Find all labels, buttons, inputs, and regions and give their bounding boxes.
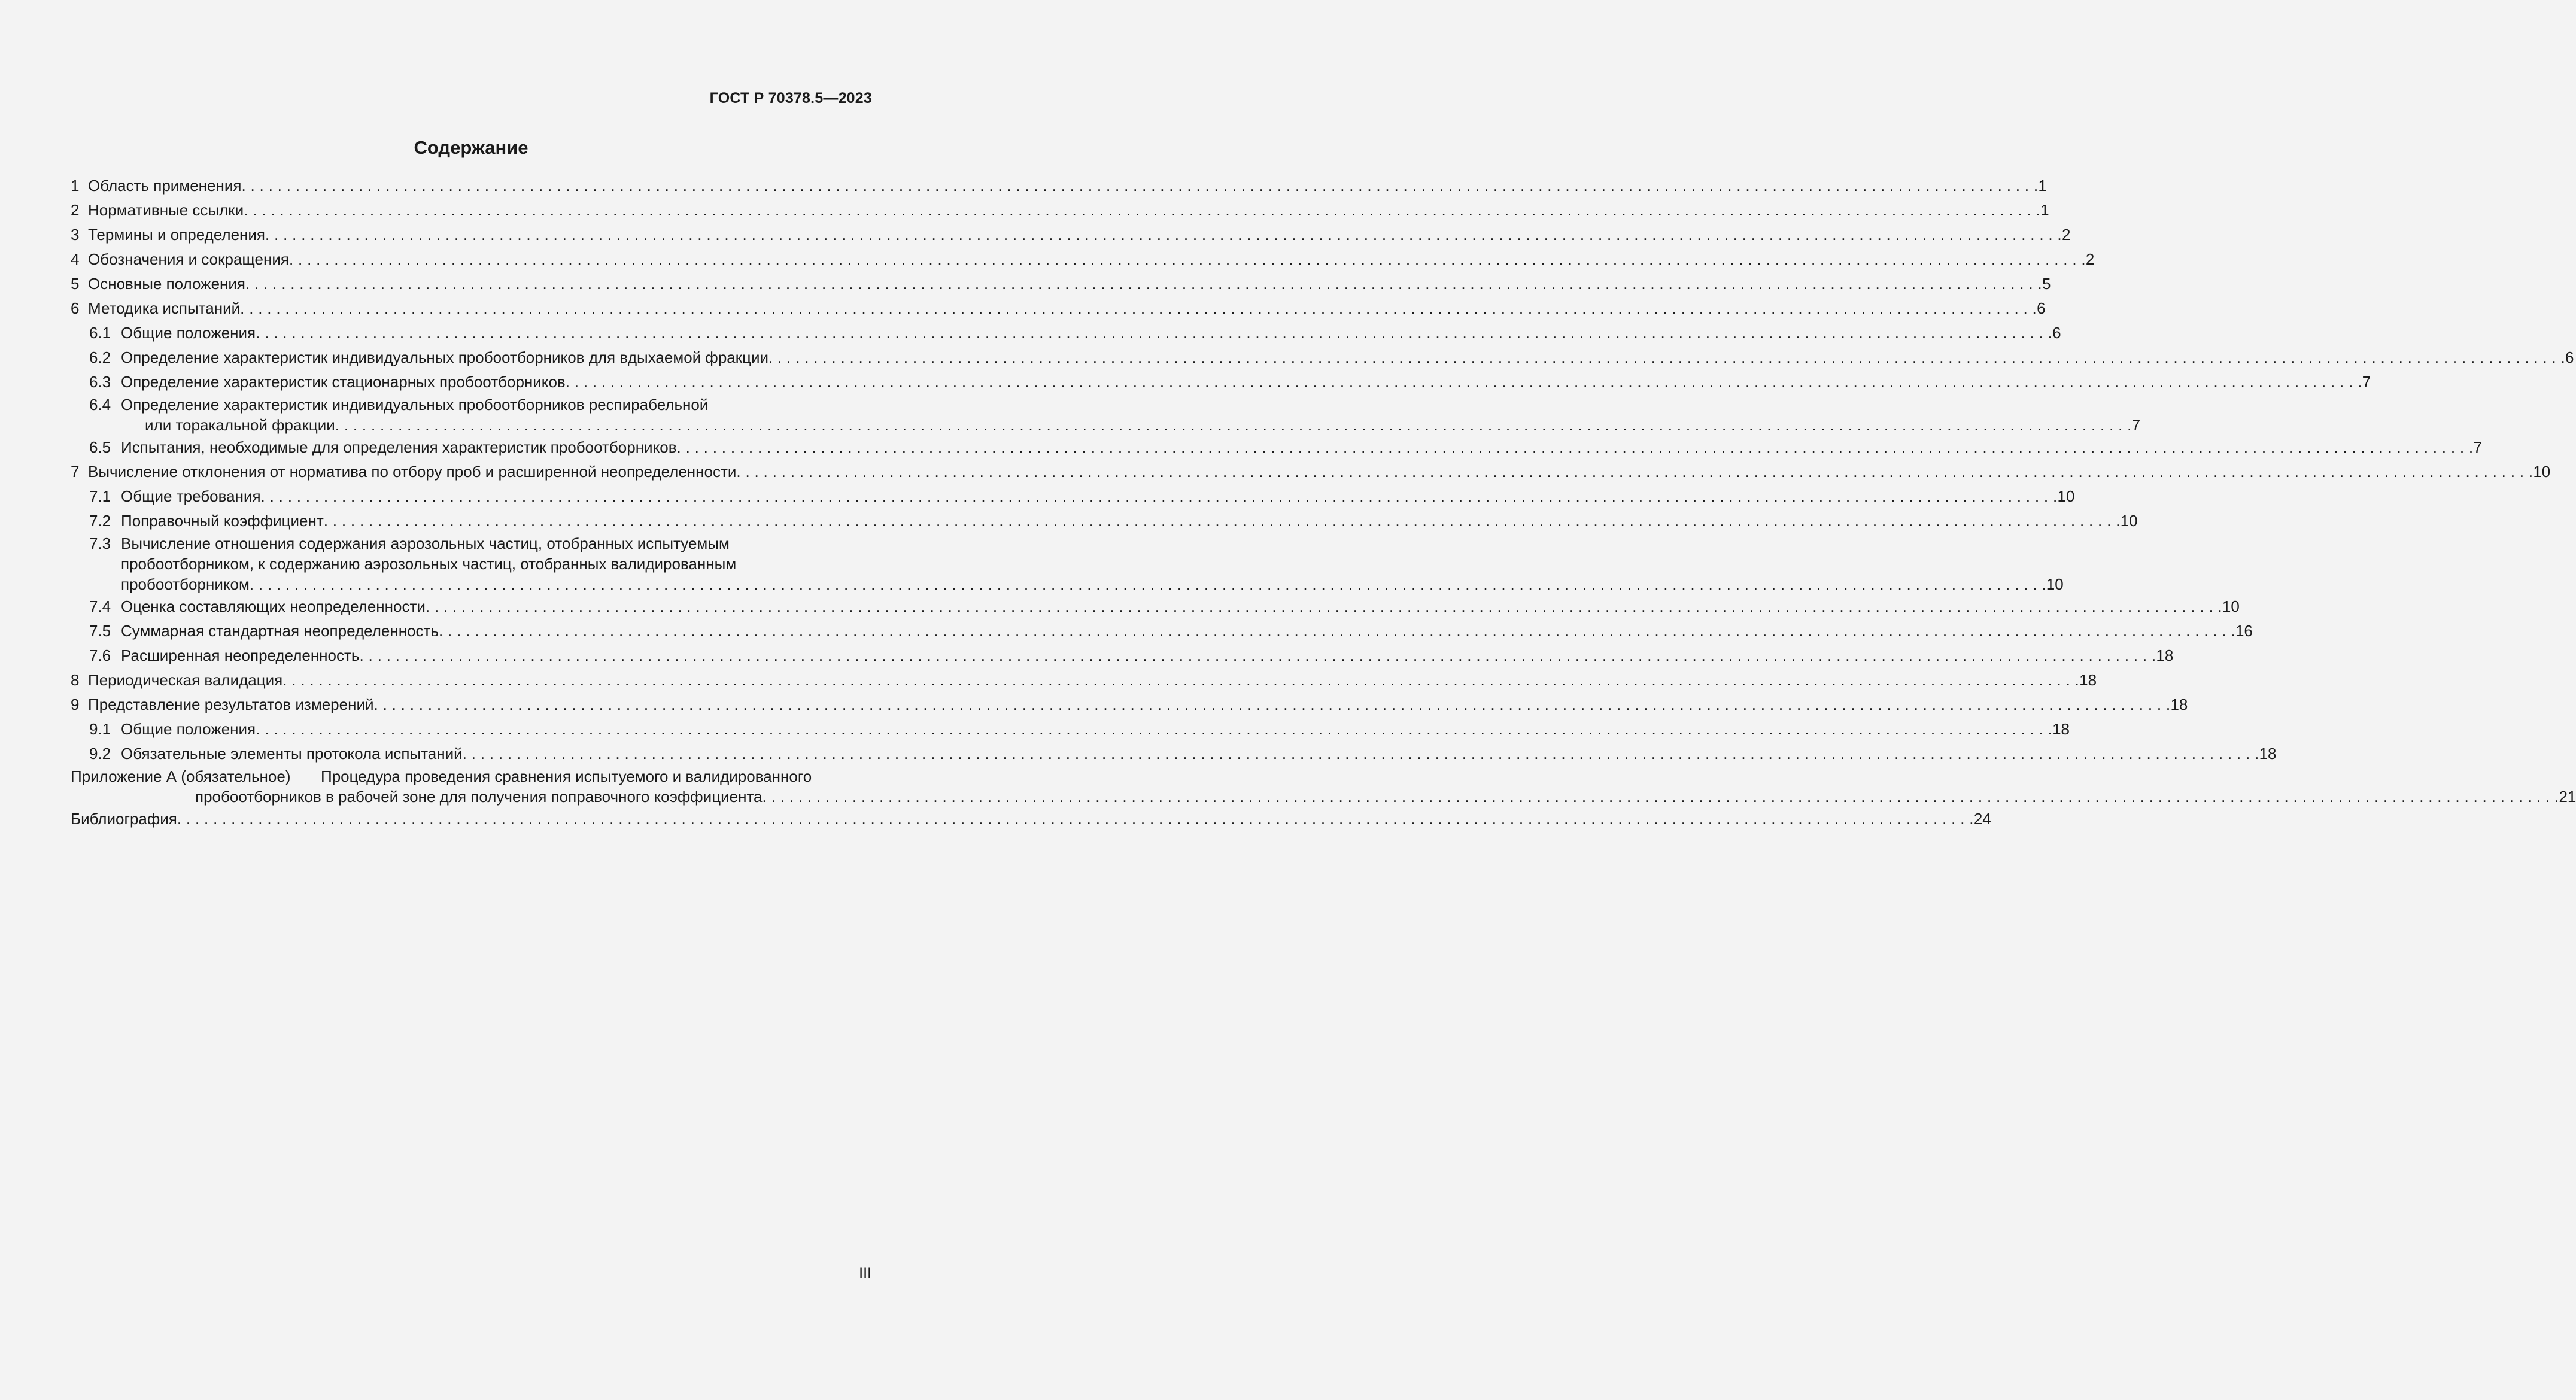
toc-entry-page: 7 xyxy=(2362,373,2371,391)
toc-entry-number: 9.1 xyxy=(89,720,111,738)
toc-entry-number: 5 xyxy=(71,275,80,293)
toc-entry-title: Область применения xyxy=(88,177,242,195)
toc-entry[interactable] xyxy=(71,370,2371,394)
toc-dot-leader: . . . . . . . . . . . . . . . . . . . . . . . . . . . . . . . . . . . . . . . . . . . . . . . . . . . . . . . . . . . . . . . . . . . . . . . . . . . . . . . . . . . . . . . . . . . . . . . . . . . . . . . . . . . . . . . . . . . . . . . . . . . . . . . . . . . . . . . . . . . . . . . . . . . . . . . . . . . . . . . . . . . . . . . . . . . . . . . . . . . . . . . . . . . . . . . . . . . . . . . . xyxy=(240,299,2037,317)
toc-entry-title: Общие положения xyxy=(121,324,256,342)
toc-entry[interactable] xyxy=(71,345,2574,370)
toc-entry-title: Обозначения и сокращения xyxy=(88,250,289,268)
toc-entry-page: 18 xyxy=(2170,696,2188,713)
toc-dot-leader: . . . . . . . . . . . . . . . . . . . . . . . . . . . . . . . . . . . . . . . . . . . . . . . . . . . . . . . . . . . . . . . . . . . . . . . . . . . . . . . . . . . . . . . . . . . . . . . . . . . . . . . . . . . . . . . . . . . . . . . . . . . . . . . . . . . . . . . . . . . . . . . . . . . . . . . . . . . . . . . . . . . . . . . . . . . . . . . . . . . . . . . . . . . . . . . . . . . . . . . . xyxy=(359,646,2156,664)
toc-entry-number: 1 xyxy=(71,177,80,195)
toc-entry[interactable] xyxy=(71,574,2064,594)
toc-dot-leader: . . . . . . . . . . . . . . . . . . . . . . . . . . . . . . . . . . . . . . . . . . . . . . . . . . . . . . . . . . . . . . . . . . . . . . . . . . . . . . . . . . . . . . . . . . . . . . . . . . . . . . . . . . . . . . . . . . . . . . . . . . . . . . . . . . . . . . . . . . . . . . . . . . . . . . . . . . . . . . . . . . . . . . . . . . . . . . . . . . . . . . . . . . . . . . . . . . . . . . . . xyxy=(462,745,2259,763)
toc-entry[interactable] xyxy=(71,321,2061,345)
page-number: III xyxy=(859,1265,871,1281)
toc-dot-leader: . . . . . . . . . . . . . . . . . . . . . . . . . . . . . . . . . . . . . . . . . . . . . . . . . . . . . . . . . . . . . . . . . . . . . . . . . . . . . . . . . . . . . . . . . . . . . . . . . . . . . . . . . . . . . . . . . . . . . . . . . . . . . . . . . . . . . . . . . . . . . . . . . . . . . . . . . . . . . . . . . . . . . . . . . . . . . . . . . . . . . . . . . . . . . . . . . . . . . . . . xyxy=(256,720,2053,738)
toc-entry-page: 24 xyxy=(1973,810,1991,828)
toc-entry-title: Основные положения xyxy=(88,275,245,293)
toc-entry-title: Оценка составляющих неопределенности xyxy=(121,597,426,615)
toc-entry[interactable] xyxy=(71,415,2141,435)
toc-entry[interactable] xyxy=(71,533,872,554)
toc-entry[interactable] xyxy=(71,742,2277,766)
document-code: ГОСТ Р 70378.5—2023 xyxy=(709,90,872,107)
toc-entry[interactable] xyxy=(71,594,2240,619)
toc-entry[interactable] xyxy=(71,807,1991,831)
toc-entry-page: 5 xyxy=(2042,275,2051,293)
toc-dot-leader: . . . . . . . . . . . . . . . . . . . . . . . . . . . . . . . . . . . . . . . . . . . . . . . . . . . . . . . . . . . . . . . . . . . . . . . . . . . . . . . . . . . . . . . . . . . . . . . . . . . . . . . . . . . . . . . . . . . . . . . . . . . . . . . . . . . . . . . . . . . . . . . . . . . . . . . . . . . . . . . . . . . . . . . . . . . . . . . . . . . . . . . . . . . . . . . . . . . . . . . . xyxy=(762,788,2559,806)
toc-dot-leader: . . . . . . . . . . . . . . . . . . . . . . . . . . . . . . . . . . . . . . . . . . . . . . . . . . . . . . . . . . . . . . . . . . . . . . . . . . . . . . . . . . . . . . . . . . . . . . . . . . . . . . . . . . . . . . . . . . . . . . . . . . . . . . . . . . . . . . . . . . . . . . . . . . . . . . . . . . . . . . . . . . . . . . . . . . . . . . . . . . . . . . . . . . . . . . . . . . . . . . . . xyxy=(736,463,2534,481)
toc-entry[interactable] xyxy=(71,435,2482,460)
toc-entry-number: Приложение А (обязательное) xyxy=(71,767,291,785)
toc-entry[interactable] xyxy=(71,509,2138,533)
toc-entry-title: пробоотборником, к содержанию аэрозольных частиц, отобранных валидированным xyxy=(121,555,737,573)
toc-entry-page: 10 xyxy=(2046,575,2064,593)
toc-entry-page: 10 xyxy=(2222,597,2240,615)
toc-entry-number: 7.3 xyxy=(89,535,111,552)
toc-entry-page: 1 xyxy=(2038,177,2047,195)
toc-entry[interactable] xyxy=(71,717,2070,742)
toc-entry[interactable] xyxy=(71,198,2049,223)
toc-entry-number: 7 xyxy=(71,463,80,481)
toc-entry[interactable] xyxy=(71,394,872,415)
toc-entry-page: 18 xyxy=(2052,720,2070,738)
toc-entry[interactable] xyxy=(71,643,2174,668)
toc-dot-leader: . . . . . . . . . . . . . . . . . . . . . . . . . . . . . . . . . . . . . . . . . . . . . . . . . . . . . . . . . . . . . . . . . . . . . . . . . . . . . . . . . . . . . . . . . . . . . . . . . . . . . . . . . . . . . . . . . . . . . . . . . . . . . . . . . . . . . . . . . . . . . . . . . . . . . . . . . . . . . . . . . . . . . . . . . . . . . . . . . . . . . . . . . . . . . . . . . . . . . . . . xyxy=(177,810,1974,828)
toc-entry-title: Суммарная стандартная неопределенность xyxy=(121,622,439,640)
toc-dot-leader: . . . . . . . . . . . . . . . . . . . . . . . . . . . . . . . . . . . . . . . . . . . . . . . . . . . . . . . . . . . . . . . . . . . . . . . . . . . . . . . . . . . . . . . . . . . . . . . . . . . . . . . . . . . . . . . . . . . . . . . . . . . . . . . . . . . . . . . . . . . . . . . . . . . . . . . . . . . . . . . . . . . . . . . . . . . . . . . . . . . . . . . . . . . . . . . . . . . . . . . . xyxy=(373,696,2171,713)
toc-entry-number: 6.2 xyxy=(89,348,111,366)
toc-entry[interactable] xyxy=(71,668,2097,693)
toc-dot-leader: . . . . . . . . . . . . . . . . . . . . . . . . . . . . . . . . . . . . . . . . . . . . . . . . . . . . . . . . . . . . . . . . . . . . . . . . . . . . . . . . . . . . . . . . . . . . . . . . . . . . . . . . . . . . . . . . . . . . . . . . . . . . . . . . . . . . . . . . . . . . . . . . . . . . . . . . . . . . . . . . . . . . . . . . . . . . . . . . . . . . . . . . . . . . . . . . . . . . . . . . xyxy=(256,324,2053,342)
toc-entry[interactable] xyxy=(71,786,2576,807)
toc-entry-number: 9 xyxy=(71,696,80,713)
toc-entry-page: 1 xyxy=(2040,201,2049,219)
toc-entry-title: Расширенная неопределенность xyxy=(121,646,360,664)
toc-entry[interactable] xyxy=(71,484,2075,509)
toc-entry-number: 7.1 xyxy=(89,487,111,505)
toc-entry[interactable] xyxy=(71,174,2047,198)
toc-title: Содержание xyxy=(414,137,528,158)
toc-entry-number: 4 xyxy=(71,250,80,268)
toc-entry-number: 6.1 xyxy=(89,324,111,342)
toc-entry[interactable] xyxy=(71,223,2071,247)
toc-entry-title: Термины и определения xyxy=(88,226,266,244)
toc-entry-title: пробоотборником xyxy=(121,575,250,593)
toc-entry-title: Библиография xyxy=(71,810,177,828)
toc-entry-page: 10 xyxy=(2533,463,2551,481)
toc-entry-title: Определение характеристик индивидуальных пробоотборников для вдыхаемой фракции xyxy=(121,348,769,366)
toc-entry-number: 6 xyxy=(71,299,80,317)
toc-entry-title: Определение характеристик стационарных пробоотборников xyxy=(121,373,566,391)
toc-dot-leader: . . . . . . . . . . . . . . . . . . . . . . . . . . . . . . . . . . . . . . . . . . . . . . . . . . . . . . . . . . . . . . . . . . . . . . . . . . . . . . . . . . . . . . . . . . . . . . . . . . . . . . . . . . . . . . . . . . . . . . . . . . . . . . . . . . . . . . . . . . . . . . . . . . . . . . . . . . . . . . . . . . . . . . . . . . . . . . . . . . . . . . . . . . . . . . . . . . . . . . . . xyxy=(241,177,2039,195)
toc-entry-number: 6.3 xyxy=(89,373,111,391)
toc-dot-leader: . . . . . . . . . . . . . . . . . . . . . . . . . . . . . . . . . . . . . . . . . . . . . . . . . . . . . . . . . . . . . . . . . . . . . . . . . . . . . . . . . . . . . . . . . . . . . . . . . . . . . . . . . . . . . . . . . . . . . . . . . . . . . . . . . . . . . . . . . . . . . . . . . . . . . . . . . . . . . . . . . . . . . . . . . . . . . . . . . . . . . . . . . . . . . . . . . . . . . . . . xyxy=(245,275,2042,293)
toc-entry-title: Общие положения xyxy=(121,720,256,738)
toc-entry[interactable] xyxy=(71,554,872,574)
toc-entry-page: 6 xyxy=(2565,348,2574,366)
toc-entry[interactable] xyxy=(71,272,2051,296)
toc-dot-leader: . . . . . . . . . . . . . . . . . . . . . . . . . . . . . . . . . . . . . . . . . . . . . . . . . . . . . . . . . . . . . . . . . . . . . . . . . . . . . . . . . . . . . . . . . . . . . . . . . . . . . . . . . . . . . . . . . . . . . . . . . . . . . . . . . . . . . . . . . . . . . . . . . . . . . . . . . . . . . . . . . . . . . . . . . . . . . . . . . . . . . . . . . . . . . . . . . . . . . . . . xyxy=(282,671,2080,689)
toc-entry-page: 7 xyxy=(2131,416,2141,434)
toc-entry-title: Определение характеристик индивидуальных пробоотборников респирабельной xyxy=(121,396,709,414)
toc-entry[interactable] xyxy=(71,619,2253,643)
toc-dot-leader: . . . . . . . . . . . . . . . . . . . . . . . . . . . . . . . . . . . . . . . . . . . . . . . . . . . . . . . . . . . . . . . . . . . . . . . . . . . . . . . . . . . . . . . . . . . . . . . . . . . . . . . . . . . . . . . . . . . . . . . . . . . . . . . . . . . . . . . . . . . . . . . . . . . . . . . . . . . . . . . . . . . . . . . . . . . . . . . . . . . . . . . . . . . . . . . . . . . . . . . . xyxy=(288,250,2086,268)
toc-entry-page: 18 xyxy=(2259,745,2277,763)
toc-entry-number: 7.2 xyxy=(89,512,111,530)
toc-entry-title: Представление результатов измерений xyxy=(88,696,374,713)
toc-entry-page: 18 xyxy=(2156,646,2174,664)
toc-dot-leader: . . . . . . . . . . . . . . . . . . . . . . . . . . . . . . . . . . . . . . . . . . . . . . . . . . . . . . . . . . . . . . . . . . . . . . . . . . . . . . . . . . . . . . . . . . . . . . . . . . . . . . . . . . . . . . . . . . . . . . . . . . . . . . . . . . . . . . . . . . . . . . . . . . . . . . . . . . . . . . . . . . . . . . . . . . . . . . . . . . . . . . . . . . . . . . . . . . . . . . . . xyxy=(565,373,2362,391)
toc-entry-title: Вычисление отклонения от норматива по отбору проб и расширенной неопределенности xyxy=(88,463,737,481)
toc-entry-number: 6.4 xyxy=(89,396,111,414)
toc-entry-title: Методика испытаний xyxy=(88,299,241,317)
toc-entry-number: 8 xyxy=(71,671,80,689)
toc-entry-number: 6.5 xyxy=(89,438,111,456)
toc-entry-number: 7.4 xyxy=(89,597,111,615)
toc-entry-title: Испытания, необходимые для определения характеристик пробоотборников xyxy=(121,438,677,456)
toc-entry-number: 3 xyxy=(71,226,80,244)
toc-entry-number: 7.6 xyxy=(89,646,111,664)
toc-dot-leader: . . . . . . . . . . . . . . . . . . . . . . . . . . . . . . . . . . . . . . . . . . . . . . . . . . . . . . . . . . . . . . . . . . . . . . . . . . . . . . . . . . . . . . . . . . . . . . . . . . . . . . . . . . . . . . . . . . . . . . . . . . . . . . . . . . . . . . . . . . . . . . . . . . . . . . . . . . . . . . . . . . . . . . . . . . . . . . . . . . . . . . . . . . . . . . . . . . . . . . . . xyxy=(249,575,2046,593)
toc-dot-leader: . . . . . . . . . . . . . . . . . . . . . . . . . . . . . . . . . . . . . . . . . . . . . . . . . . . . . . . . . . . . . . . . . . . . . . . . . . . . . . . . . . . . . . . . . . . . . . . . . . . . . . . . . . . . . . . . . . . . . . . . . . . . . . . . . . . . . . . . . . . . . . . . . . . . . . . . . . . . . . . . . . . . . . . . . . . . . . . . . . . . . . . . . . . . . . . . . . . . . . . . xyxy=(260,487,2058,505)
toc-entry[interactable] xyxy=(71,766,872,786)
toc-entry-page: 2 xyxy=(2085,250,2095,268)
toc-entry-title: Нормативные ссылки xyxy=(88,201,244,219)
toc-entry-title: или торакальной фракции xyxy=(145,416,335,434)
toc-dot-leader: . . . . . . . . . . . . . . . . . . . . . . . . . . . . . . . . . . . . . . . . . . . . . . . . . . . . . . . . . . . . . . . . . . . . . . . . . . . . . . . . . . . . . . . . . . . . . . . . . . . . . . . . . . . . . . . . . . . . . . . . . . . . . . . . . . . . . . . . . . . . . . . . . . . . . . . . . . . . . . . . . . . . . . . . . . . . . . . . . . . . . . . . . . . . . . . . . . . . . . . . xyxy=(425,597,2222,615)
toc-dot-leader: . . . . . . . . . . . . . . . . . . . . . . . . . . . . . . . . . . . . . . . . . . . . . . . . . . . . . . . . . . . . . . . . . . . . . . . . . . . . . . . . . . . . . . . . . . . . . . . . . . . . . . . . . . . . . . . . . . . . . . . . . . . . . . . . . . . . . . . . . . . . . . . . . . . . . . . . . . . . . . . . . . . . . . . . . . . . . . . . . . . . . . . . . . . . . . . . . . . . . . . . xyxy=(676,438,2474,456)
toc-entry-page: 2 xyxy=(2061,226,2071,244)
toc-entry-number: 9.2 xyxy=(89,745,111,763)
toc-entry-page: 18 xyxy=(2079,671,2097,689)
toc-entry-title: пробоотборников в рабочей зоне для получения поправочного коэффициента xyxy=(195,788,763,806)
toc-entry-page: 6 xyxy=(2052,324,2061,342)
toc-entry-number: 2 xyxy=(71,201,80,219)
toc-dot-leader: . . . . . . . . . . . . . . . . . . . . . . . . . . . . . . . . . . . . . . . . . . . . . . . . . . . . . . . . . . . . . . . . . . . . . . . . . . . . . . . . . . . . . . . . . . . . . . . . . . . . . . . . . . . . . . . . . . . . . . . . . . . . . . . . . . . . . . . . . . . . . . . . . . . . . . . . . . . . . . . . . . . . . . . . . . . . . . . . . . . . . . . . . . . . . . . . . . . . . . . . xyxy=(439,622,2235,640)
toc-entry-title: Общие требования xyxy=(121,487,261,505)
toc-entry-page: 16 xyxy=(2235,622,2253,640)
toc-entry[interactable] xyxy=(71,460,2551,484)
toc-entry-title: Поправочный коэффициент xyxy=(121,512,324,530)
table-of-contents xyxy=(71,174,2576,831)
toc-entry[interactable] xyxy=(71,693,2188,717)
toc-entry-title: Периодическая валидация xyxy=(88,671,283,689)
toc-dot-leader: . . . . . . . . . . . . . . . . . . . . . . . . . . . . . . . . . . . . . . . . . . . . . . . . . . . . . . . . . . . . . . . . . . . . . . . . . . . . . . . . . . . . . . . . . . . . . . . . . . . . . . . . . . . . . . . . . . . . . . . . . . . . . . . . . . . . . . . . . . . . . . . . . . . . . . . . . . . . . . . . . . . . . . . . . . . . . . . . . . . . . . . . . . . . . . . . . . . . . . . . xyxy=(244,201,2041,219)
toc-dot-leader: . . . . . . . . . . . . . . . . . . . . . . . . . . . . . . . . . . . . . . . . . . . . . . . . . . . . . . . . . . . . . . . . . . . . . . . . . . . . . . . . . . . . . . . . . . . . . . . . . . . . . . . . . . . . . . . . . . . . . . . . . . . . . . . . . . . . . . . . . . . . . . . . . . . . . . . . . . . . . . . . . . . . . . . . . . . . . . . . . . . . . . . . . . . . . . . . . . . . . . . . xyxy=(768,348,2565,366)
toc-entry-page: 6 xyxy=(2037,299,2046,317)
toc-entry-page: 7 xyxy=(2473,438,2482,456)
toc-entry-page: 10 xyxy=(2057,487,2075,505)
toc-entry-title: Обязательные элементы протокола испытаний xyxy=(121,745,463,763)
toc-entry[interactable] xyxy=(71,247,2095,272)
toc-dot-leader: . . . . . . . . . . . . . . . . . . . . . . . . . . . . . . . . . . . . . . . . . . . . . . . . . . . . . . . . . . . . . . . . . . . . . . . . . . . . . . . . . . . . . . . . . . . . . . . . . . . . . . . . . . . . . . . . . . . . . . . . . . . . . . . . . . . . . . . . . . . . . . . . . . . . . . . . . . . . . . . . . . . . . . . . . . . . . . . . . . . . . . . . . . . . . . . . . . . . . . . . xyxy=(323,512,2121,530)
toc-dot-leader: . . . . . . . . . . . . . . . . . . . . . . . . . . . . . . . . . . . . . . . . . . . . . . . . . . . . . . . . . . . . . . . . . . . . . . . . . . . . . . . . . . . . . . . . . . . . . . . . . . . . . . . . . . . . . . . . . . . . . . . . . . . . . . . . . . . . . . . . . . . . . . . . . . . . . . . . . . . . . . . . . . . . . . . . . . . . . . . . . . . . . . . . . . . . . . . . . . . . . . . . xyxy=(335,416,2132,434)
toc-entry-page: 10 xyxy=(2120,512,2138,530)
toc-entry-number: 7.5 xyxy=(89,622,111,640)
toc-entry-page: 21 xyxy=(2559,788,2576,806)
toc-entry-title: Вычисление отношения содержания аэрозольных частиц, отобранных испытуемым xyxy=(121,535,730,552)
toc-entry[interactable] xyxy=(71,296,2046,321)
toc-entry-title: Процедура проведения сравнения испытуемого и валидированного xyxy=(321,767,812,785)
toc-dot-leader: . . . . . . . . . . . . . . . . . . . . . . . . . . . . . . . . . . . . . . . . . . . . . . . . . . . . . . . . . . . . . . . . . . . . . . . . . . . . . . . . . . . . . . . . . . . . . . . . . . . . . . . . . . . . . . . . . . . . . . . . . . . . . . . . . . . . . . . . . . . . . . . . . . . . . . . . . . . . . . . . . . . . . . . . . . . . . . . . . . . . . . . . . . . . . . . . . . . . . . . . xyxy=(265,226,2062,244)
